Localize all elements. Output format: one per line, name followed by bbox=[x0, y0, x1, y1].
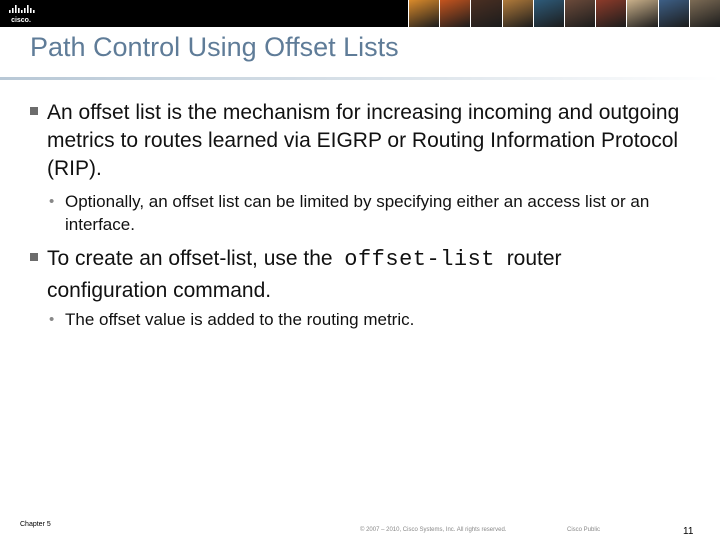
bullet-2-tail: router configuration command. bbox=[47, 247, 562, 302]
logo-text: cisco. bbox=[11, 17, 31, 24]
bullet-1-text: An offset list is the mechanism for increasing incoming and outgoing metrics to routes learned via EIGRP or Routing Information Protocol (RIP). bbox=[47, 101, 680, 180]
bullet-2-text bbox=[47, 243, 680, 306]
bullet-1-sub-text: Optionally, an offset list can be limited by specifying either an access list or an interface. bbox=[65, 192, 650, 234]
dot-bullet-icon: • bbox=[49, 193, 55, 210]
bullet-2-sub bbox=[49, 308, 689, 331]
header-photo-2 bbox=[439, 0, 470, 27]
command-code: offset-list bbox=[344, 247, 496, 272]
bullet-2-sub-text: The offset value is added to the routing metric. bbox=[65, 310, 415, 329]
page-number: 11 bbox=[683, 526, 694, 537]
square-bullet-icon bbox=[30, 253, 38, 261]
dot-bullet-icon: • bbox=[49, 311, 55, 328]
header-photo-7 bbox=[595, 0, 626, 27]
bullet-2-lead: To create an offset-list, use the bbox=[47, 247, 333, 270]
header-photo-1 bbox=[408, 0, 439, 27]
cisco-logo-icon bbox=[8, 4, 42, 24]
slide-title: Path Control Using Offset Lists bbox=[30, 32, 399, 62]
header-photo-3 bbox=[470, 0, 501, 27]
header-photo-6 bbox=[564, 0, 595, 27]
bullet-1 bbox=[30, 99, 680, 183]
classification-label: Cisco Public bbox=[567, 527, 601, 533]
header-photo-strip bbox=[408, 0, 720, 27]
header-bar bbox=[0, 0, 720, 27]
header-photo-4 bbox=[502, 0, 533, 27]
header-photo-9 bbox=[658, 0, 689, 27]
chapter-label: Chapter 5 bbox=[20, 521, 51, 528]
header-photo-5 bbox=[533, 0, 564, 27]
bullet-2 bbox=[30, 243, 680, 306]
bullet-1-sub bbox=[49, 190, 689, 236]
square-bullet-icon bbox=[30, 107, 38, 115]
header-photo-8 bbox=[626, 0, 657, 27]
copyright-text: © 2007 – 2010, Cisco Systems, Inc. All rights reserved. bbox=[360, 527, 507, 533]
title-divider bbox=[0, 77, 720, 80]
header-photo-10 bbox=[689, 0, 720, 27]
